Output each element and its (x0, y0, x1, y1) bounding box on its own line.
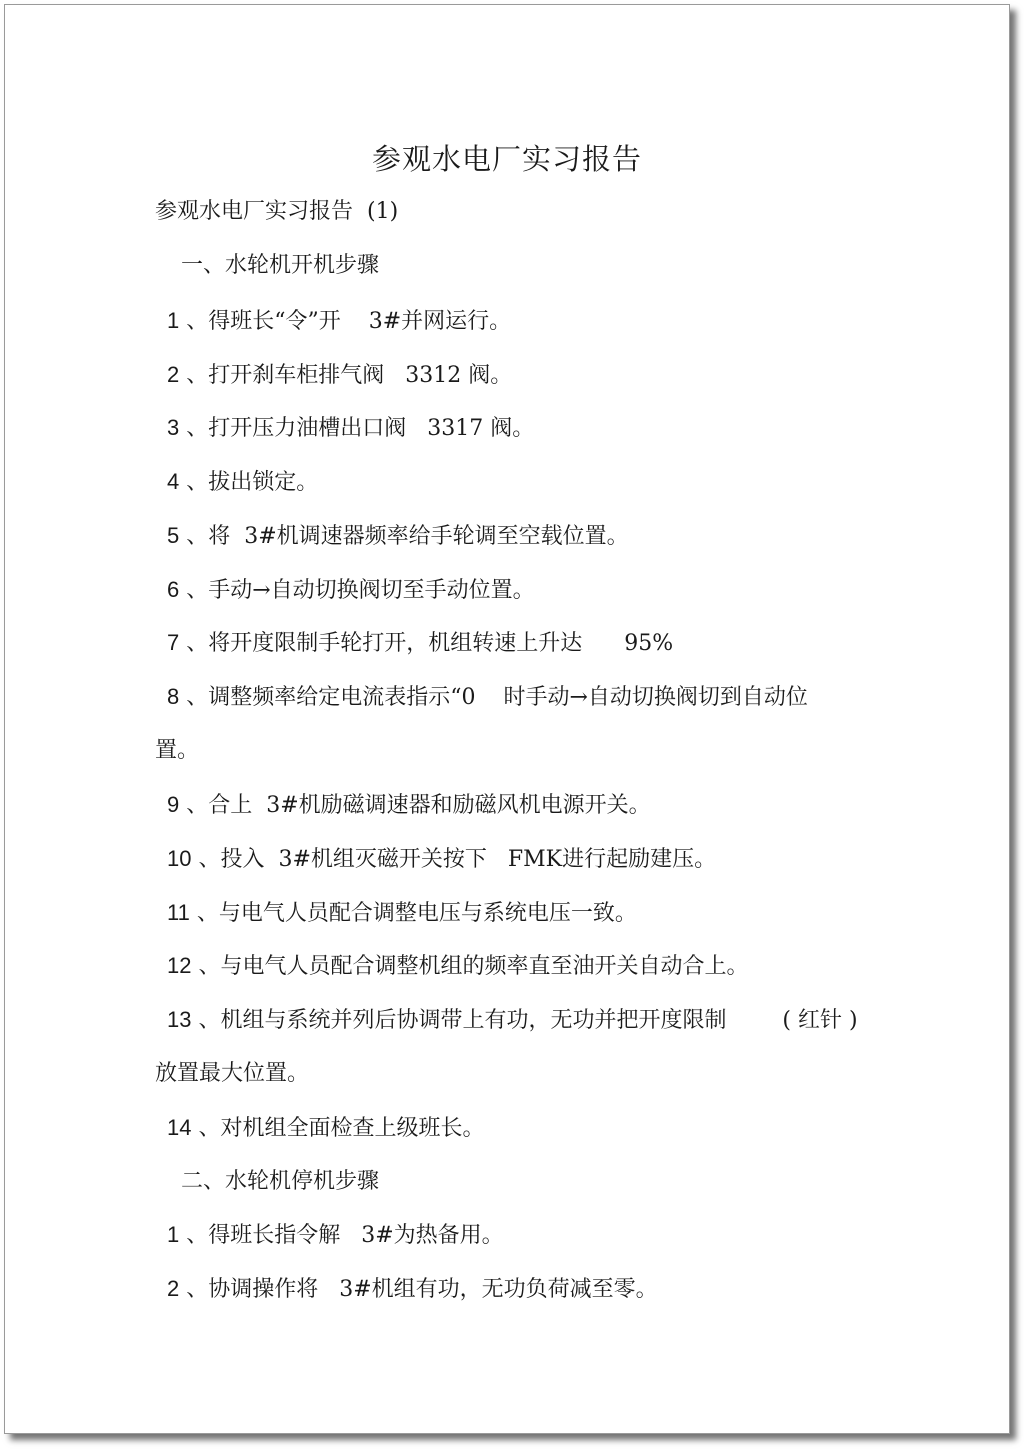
section-heading-start: 一、水轮机开机步骤 (181, 253, 380, 278)
step-number: 7 (167, 630, 180, 655)
step-number: 9 (167, 792, 180, 817)
list-item (167, 1114, 485, 1143)
list-item (167, 576, 535, 605)
list-item (167, 361, 512, 390)
step-text: 、合上 3#机励磁调速器和励磁风机电源开关。 (186, 793, 651, 818)
step-text: 、与电气人员配合调整电压与系统电压一致。 (196, 901, 637, 926)
step-text: 、打开刹车柜排气阀 3312 阀。 (186, 363, 513, 388)
list-item (167, 522, 629, 551)
step-number: 2 (167, 1276, 180, 1301)
step-text: 、机组与系统并列后协调带上有功，无功并把开度限制 ( 红针 ) (198, 1008, 858, 1033)
step-continuation: 放置最大位置。 (155, 1061, 310, 1086)
list-item (167, 683, 808, 712)
document-page (4, 4, 1010, 1434)
step-text: 、与电气人员配合调整机组的频率直至油开关自动合上。 (198, 954, 749, 979)
step-number: 8 (167, 684, 180, 709)
step-text: 、投入 3#机组灭磁开关按下 FMK进行起励建压。 (198, 847, 717, 872)
step-text: 、将 3#机调速器频率给手轮调至空载位置。 (186, 524, 629, 549)
list-item (167, 629, 673, 658)
step-number: 6 (167, 577, 180, 602)
step-text: 、得班长“令”开 3#并网运行。 (186, 309, 512, 334)
step-number: 13 (167, 1007, 192, 1032)
step-number: 14 (167, 1115, 192, 1140)
step-text: 、手动→自动切换阀切至手动位置。 (186, 578, 535, 603)
step-number: 4 (167, 469, 180, 494)
step-text: 、拔出锁定。 (186, 470, 319, 495)
list-item (167, 1006, 858, 1035)
document-subtitle: 参观水电厂实习报告 (1) (155, 199, 399, 224)
list-item (167, 845, 716, 874)
step-text: 、将开度限制手轮打开，机组转速上升达 95% (186, 631, 674, 656)
step-text: 、调整频率给定电流表指示“0 时手动→自动切换阀切到自动位 (186, 685, 808, 710)
step-number: 1 (167, 1222, 180, 1247)
step-text: 、打开压力油槽出口阀 3317 阀。 (186, 416, 535, 441)
list-item (167, 468, 318, 497)
section-heading-stop: 二、水轮机停机步骤 (181, 1169, 380, 1194)
list-item (167, 1221, 504, 1250)
step-number: 3 (167, 415, 180, 440)
step-number: 10 (167, 846, 192, 871)
step-number: 1 (167, 308, 180, 333)
list-item (167, 414, 534, 443)
document-title: 参观水电厂实习报告 (371, 142, 642, 176)
list-item (167, 791, 651, 820)
step-text: 、对机组全面检查上级班长。 (198, 1116, 485, 1141)
step-number: 2 (167, 362, 180, 387)
step-number: 5 (167, 523, 180, 548)
step-text: 、得班长指令解 3#为热备用。 (186, 1223, 504, 1248)
step-continuation: 置。 (155, 738, 200, 763)
list-item (167, 899, 637, 928)
step-text: 、协调操作将 3#机组有功，无功负荷减至零。 (186, 1277, 658, 1302)
list-item (167, 307, 511, 336)
list-item (167, 1275, 658, 1304)
list-item (167, 952, 749, 981)
step-number: 12 (167, 953, 192, 978)
step-number: 11 (167, 900, 190, 925)
